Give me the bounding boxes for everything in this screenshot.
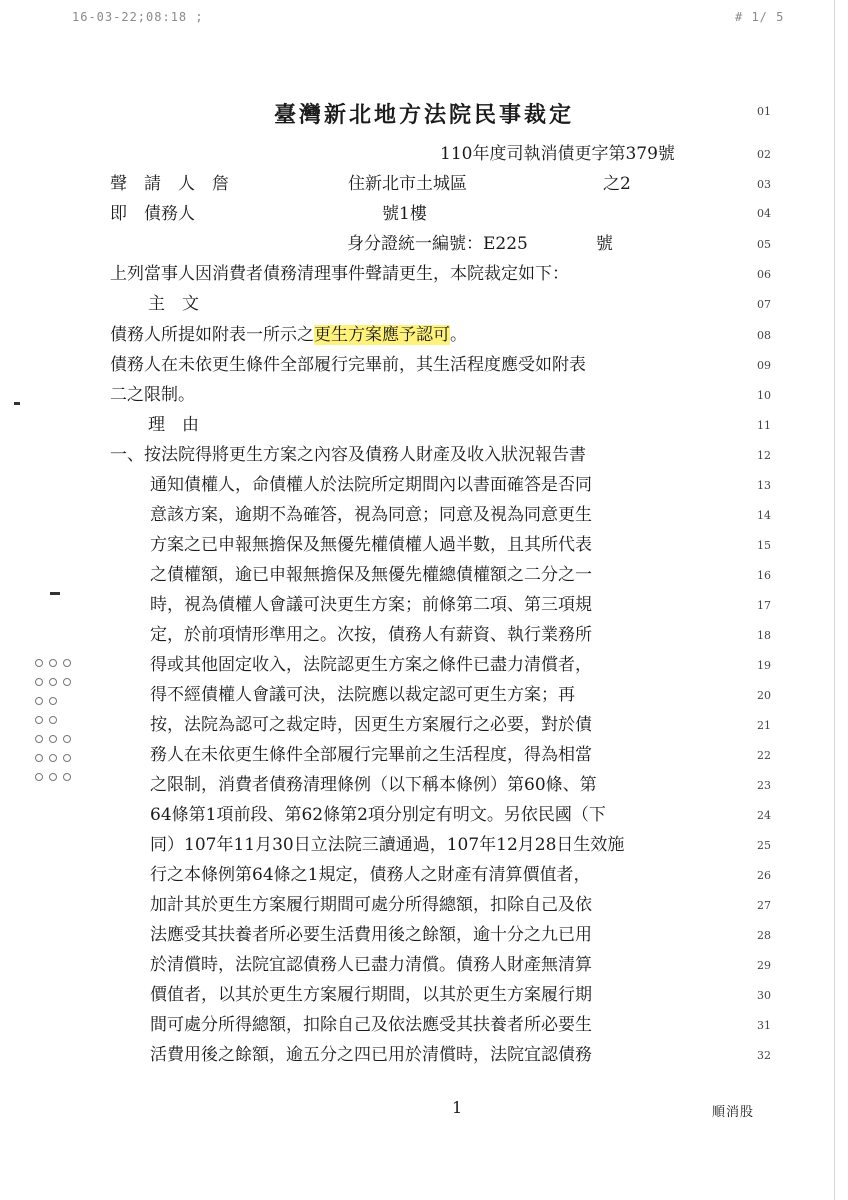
document-title: 臺灣新北地方法院民事裁定 [273, 102, 574, 128]
division-signature: 順消股 [712, 1105, 755, 1120]
reason-line: 活費用後之餘額，逾五分之四已用於清償時，法院宜認債務 [150, 1045, 592, 1065]
reason-line: 定，於前項情形準用之。次按，債務人有薪資、執行業務所 [150, 625, 592, 645]
case-number: 110年度司執消債更字第379號 [440, 144, 675, 164]
reason-line: 間可處分所得總額，扣除自己及依法應受其扶養者所必要生 [150, 1015, 592, 1035]
line-number: 13 [757, 479, 771, 492]
line-number: 16 [757, 569, 771, 582]
ruling-text: 債務人所提如附表一所示之 [110, 325, 314, 345]
reason-line: 之債權額，逾已申報無擔保及無優先權總債權額之二分之一 [150, 565, 592, 585]
ruling-line-3: 二之限制。 [110, 385, 195, 405]
line-number: 04 [757, 207, 771, 220]
line-number: 08 [757, 329, 771, 342]
page-edge [834, 0, 835, 1200]
line-number: 18 [757, 629, 771, 642]
line-number: 06 [757, 268, 771, 281]
reason-line: 於清償時，法院宜認債務人已盡力清償。債務人財產無清算 [150, 955, 592, 975]
line-number: 24 [757, 809, 771, 822]
reason-line: 法應受其扶養者所必要生活費用後之餘額，逾十分之九已用 [150, 925, 592, 945]
line-number: 23 [757, 779, 771, 792]
line-number: 22 [757, 749, 771, 762]
ruling-end: 。 [450, 325, 467, 345]
scan-mark [14, 402, 20, 405]
ruling-line-1 [110, 325, 467, 345]
reason-line: 意該方案，逾期不為確答，視為同意；同意及視為同意更生 [150, 505, 592, 525]
id-number-line: 身分證統一編號：E225 號 [347, 234, 613, 254]
line-number: 17 [757, 599, 771, 612]
line-number: 20 [757, 689, 771, 702]
highlighted-ruling: 更生方案應予認可 [314, 325, 450, 345]
reason-line: 務人在未依更生條件全部履行完畢前之生活程度，得為相當 [150, 745, 592, 765]
line-number: 12 [757, 449, 771, 462]
line-number: 29 [757, 959, 771, 972]
reason-line: 64條第1項前段、第62條第2項分別定有明文。另依民國（下 [150, 805, 606, 825]
reason-line: 得不經債權人會議可決，法院應以裁定認可更生方案；再 [150, 685, 575, 705]
intro-line: 上列當事人因消費者債務清理事件聲請更生，本院裁定如下： [110, 264, 569, 284]
reason-line: 方案之已申報無擔保及無優先權債權人過半數，且其所代表 [150, 535, 592, 555]
reason-line: 按，法院為認可之裁定時，因更生方案履行之必要，對於債 [150, 715, 592, 735]
reason-line: 之限制，消費者債務清理條例（以下稱本條例）第60條、第 [150, 775, 597, 795]
reason-line: 一、按法院得將更生方案之內容及債務人財產及收入狀況報告書 [110, 445, 586, 465]
line-number: 31 [757, 1019, 771, 1032]
section-heading-main-text: 主 文 [148, 294, 199, 314]
reason-line: 價值者，以其於更生方案履行期間，以其於更生方案履行期 [150, 985, 592, 1005]
reason-line: 得或其他固定收入，法院認更生方案之條件已盡力清償者， [150, 655, 592, 675]
page-number: 1 [452, 1098, 463, 1117]
line-number: 30 [757, 989, 771, 1002]
ruling-line-2: 債務人在未依更生條件全部履行完畢前，其生活程度應受如附表 [110, 355, 586, 375]
line-number: 03 [757, 178, 771, 191]
line-number: 15 [757, 539, 771, 552]
line-number: 01 [757, 105, 771, 118]
line-number: 32 [757, 1049, 771, 1062]
line-number: 27 [757, 899, 771, 912]
line-number: 19 [757, 659, 771, 672]
line-number: 10 [757, 389, 771, 402]
fax-timestamp: 16-03-22;08:18 ; [72, 10, 204, 24]
line-number: 05 [757, 238, 771, 251]
line-number: 26 [757, 869, 771, 882]
reason-line: 時，視為債權人會議可決更生方案；前條第二項、第三項規 [150, 595, 592, 615]
reason-line: 通知債權人，命債權人於法院所定期間內以書面確答是否同 [150, 475, 592, 495]
line-number: 14 [757, 509, 771, 522]
section-heading-reasons: 理 由 [148, 415, 199, 435]
fax-page-counter: # 1/ 5 [735, 10, 785, 24]
reason-line: 加計其於更生方案履行期間可處分所得總額，扣除自己及依 [150, 895, 592, 915]
scan-mark [50, 592, 60, 595]
line-number: 25 [757, 839, 771, 852]
line-number: 09 [757, 359, 771, 372]
line-number: 21 [757, 719, 771, 732]
line-number: 07 [757, 298, 771, 311]
debtor-line: 即 債務人 號1樓 [110, 204, 427, 224]
reason-line: 同）107年11月30日立法院三讀通過，107年12月28日生效施 [150, 835, 625, 855]
line-number: 11 [757, 419, 771, 432]
binding-holes [32, 655, 78, 795]
line-number: 28 [757, 929, 771, 942]
reason-line: 行之本條例第64條之1規定，債務人之財產有清算價值者， [150, 865, 591, 885]
applicant-line: 聲 請 人 詹 住新北市土城區 之2 [110, 174, 631, 194]
line-number: 02 [757, 148, 771, 161]
